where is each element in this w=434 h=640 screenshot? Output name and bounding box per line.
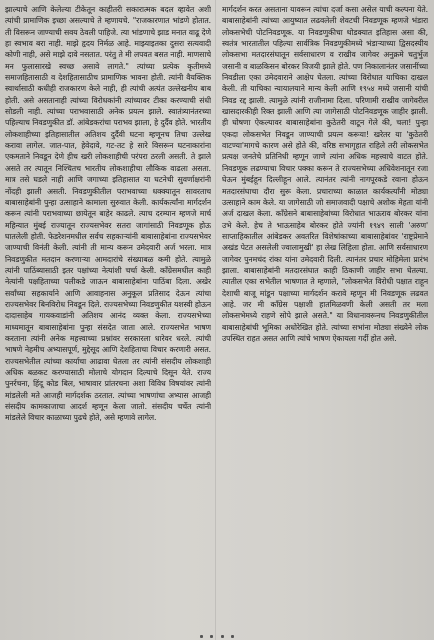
article-column-left [5, 4, 211, 630]
article-text-right: मार्गदर्शन करत असताना यावरून त्यांचा दर्जा कसा असेल याची कल्पना येते. बाबासाहेबांनी त्यांच्या आयुष्यात लढवलेली शेवटची निवडणूक म्हणजे भंडारा लोकसभेची पोटनिवडणूक. या निवडणुकीचा थोडक्यात इतिहास असा की, स्वतंत्र भारतातील पहिल्या सार्वत्रिक निवडणुकीमध्ये भंडाऱ्याच्या द्विसदस्यीय लोकसभा मतदारसंघातून सर्वसाधारण व राखीव जागेवर अनुक्रमे चतुर्भुज जसानी व बाळकिसन बोरकर विजयी झाले होते. पण निकालानंतर जसानींच्या निवडीला एका उमेदवाराने आक्षेप घेतला. त्यांच्या विरोधात याचिका दाखल केली. ती याचिका न्यायालयाने मान्य केली आणि १९५४ मध्ये जसानी यांची निवड रद्द झाली. त्यामुळे त्यांनी राजीनामा दिला. परिणामी राखीव जागेवरील खासदारकीही रिक्त झाली आणि त्या जागेसाठी पोटनिवडणूक जाहीर झाली. ही घोषणा ऐकल्यावर बाबासाहेबांना कुठेतरी वाटून गेले की, चला! पुन्हा एकदा लोकसभेत निवडून जाण्याची प्रयत्न करूया! खरेतर या 'कुठेतरी वाटण्या'मागचे कारण असे होते की, वरिष्ठ सभागृहात राहिले तरी लोकसभेत प्रत्यक्ष जनतेचे प्रतिनिधी म्हणून जाणे त्यांना अधिक महत्त्वाचे वाटत होते. निवडणूक लढण्याचा विचार पक्का करून ते राज्यसभेच्या अधिवेशनातून रजा घेऊन मुंबईहून दिल्लीहून आले. त्यानंतर त्यांनी नागपूरकडे रवाना होऊन मतदारसंघाचा दौरा सुरू केला. प्रचाराच्या काळात कार्यकर्त्यांनी मोठ्या उत्साहाने काम केले. या जागेसाठी जो समाजवादी पक्षाचे अशोक मेहता यांनी अर्ज दाखल केला. काँग्रेसने बाबासाहेबांच्या विरोधात भाऊराव बोरकर यांना उभे केले. हेच ते भाऊसाहेब बोरकर होते ज्यांनी १९४९ साली 'अरुण' साप्ताहिकातील आंबेडकर अवतरित विशेषांकाच्या बाबासाहेबांवर 'राष्ट्रप्रेमाने अखंड पेटत असलेली ज्वालामुखी' हा लेख लिहिला होता. आणि सर्वसाधारण जागेवर पुनमचंद रांका यांना उमेदवारी दिली. त्यानंतर प्रचार मोहिमेला प्रारंभ झाला. बाबासाहेबांनी मतदारसंघात काही ठिकाणी जाहीर सभा घेतल्या. त्यातील एका सभेतील भाषणात ते म्हणाले, "लोकसभेत विरोधी पक्षात राहून देशाची बाजू मांडून पक्षाच्या मार्गदर्शन करावे म्हणून मी निवडणूक लढवत आहे. जर मी काँग्रेस पक्षाशी हातमिळवणी केली असती तर मला लोकसभेमध्ये राहणे सोपे झाले असते." या विधानावरूनच निवडणुकीतील बाबासाहेबांची भूमिका अधोरेखित होते. त्यांच्या सभांना मोठ्या संख्येने लोक उपस्थित राहत असत आणि त्यांचे भाषण ऐकायला गर्दी होत असे. [222, 5, 428, 343]
article-text-left: झाल्याचे आणि केलेल्या टीकेतून काहीतरी सकारात्मक बदल व्हावेत अशी त्यांची प्रामाणिक इच्छा असल्याचे ते म्हणायचे. "राजकारणात भांडणे होतात. ती विसरून जाण्याची सवय ठेवली पाहिजे. त्या भांडणाचे झाड मनात वाढू देणे हा स्वभाव बरा नाही. माझे हृदय निर्मळ आहे. माझ्याइतका दुसरा सत्यवादी कोणी नाही, असे माझे दावे नसतात. परंतु ते मी लपवत बसत नाही. माणसाचे मन फुलासारखे स्वच्छ असावे लागते." त्यांच्या प्रत्येक कृतीमध्ये समाजहितासाठी व देशहितासाठीच प्रामाणिक भावना होती. त्यांनी वैयक्तिक स्वार्थासाठी कधीही राजकारण केले नाही, ही त्यांची अत्यंत उल्लेखनीय बाब होती. असे असतानाही त्यांच्या विरोधकांनी त्यांच्यावर टीका करण्याची संधी सोडली नाही. त्यांच्या पराभवासाठी अनेक प्रयत्न झाले. स्वातंत्र्यानंतरच्या पहिल्याच निवडणुकीत डॉ. आंबेडकरांचा पराभव झाला, हे दुर्दैव होते. भारतीय लोकशाहीच्या इतिहासातील अतिशय दुर्दैवी घटना म्हणूनच तिचा उल्लेख करावा लागेल. जात-पात, हेवेदावे, गट-तट हे सारे विसरून घटनाकारांना एकमताने निवडून देणे हीच खरी लोकशाहीची परंपरा ठरली असती. ते झाले असते तर त्यातून निश्चितच भारतीय लोकशाहीचा लौकिक वाढला असता. मात्र तसे घडले नाही आणि जगाच्या इतिहासात या घटनेची सुवर्णाक्षरांनी नोंदही झाली असती. निवडणुकीतील पराभवाच्या धक्क्यातून सावरताच बाबासाहेबांनी पुन्हा उत्साहाने कामाला सुरुवात केली. कार्यकर्त्यांना मार्गदर्शन करून त्यांनी पराभवाच्या छायेतून बाहेर काढले. त्याच दरम्यान म्हणजे मार्च महिन्यात मुंबई राज्यातून राज्यसभेवर सतरा जागांसाठी निवडणूक होऊ घातलेली होती. फेडरेशनमधील सर्वच सहकाऱ्यांनी बाबासाहेबांना राज्यसभेवर जाण्याची विनंती केली. त्यांनी ती मान्य करून उमेदवारी अर्ज भरला. मात्र निवडणुकीत मतदान करणाऱ्या आमदारांचे संख्याबळ कमी होते. त्यामुळे त्यांनी पाठिंब्यासाठी इतर पक्षांच्या नेत्यांशी चर्चा केली. काँग्रेसमधील काही नेत्यांनी पक्षहिताच्या पलीकडे जाऊन बाबासाहेबांना पाठिंबा दिला. अखेर सर्वांच्या सहकार्याने आणि आवाहनास अनुकूल प्रतिसाद देऊन त्यांचा राज्यसभेवर बिनविरोध निवडून दिले. राज्यसभेच्या निवडणुकीत यशस्वी होऊन दादासाहेब गायकवाडांनी अतिशय आनंद व्यक्त केला. राज्यसभेच्या माध्यमातून बाबासाहेबांना पुन्हा संसदेत जाता आले. राज्यसभेत भाषण करताना त्यांनी अनेक महत्त्वाच्या प्रश्नांवर सरकारला धारेवर धरले. त्यांची भाषणे नेहमीच अभ्यासपूर्ण, मुद्देसूद आणि देशहिताचा विचार करणारी असत. राज्यसभेतील त्यांच्या कार्याचा आढावा घेतला तर त्यांनी संसदीय लोकशाही अधिक बळकट करण्यासाठी मोलाचे योगदान दिल्याचे दिसून येते. राज्य पुनर्रचना, हिंदू कोड बिल, भाषावार प्रांतरचना अशा विविध विषयांवर त्यांनी मांडलेली मते आजही मार्गदर्शक ठरतात. त्यांच्या भाषणांचा अभ्यास आजही संसदीय कामकाजाचा आदर्श म्हणून केला जातो. संसदीय चर्चेत त्यांनी मांडलेले विचार काळाच्या पुढचे होते, असे म्हणावे लागेल. [5, 5, 211, 423]
page-footer-marks [200, 632, 234, 640]
article-column-right [222, 4, 428, 630]
footer-dot [231, 635, 234, 638]
footer-dot [210, 635, 213, 638]
column-divider [215, 0, 216, 640]
footer-dot [221, 635, 224, 638]
footer-dot [200, 635, 203, 638]
